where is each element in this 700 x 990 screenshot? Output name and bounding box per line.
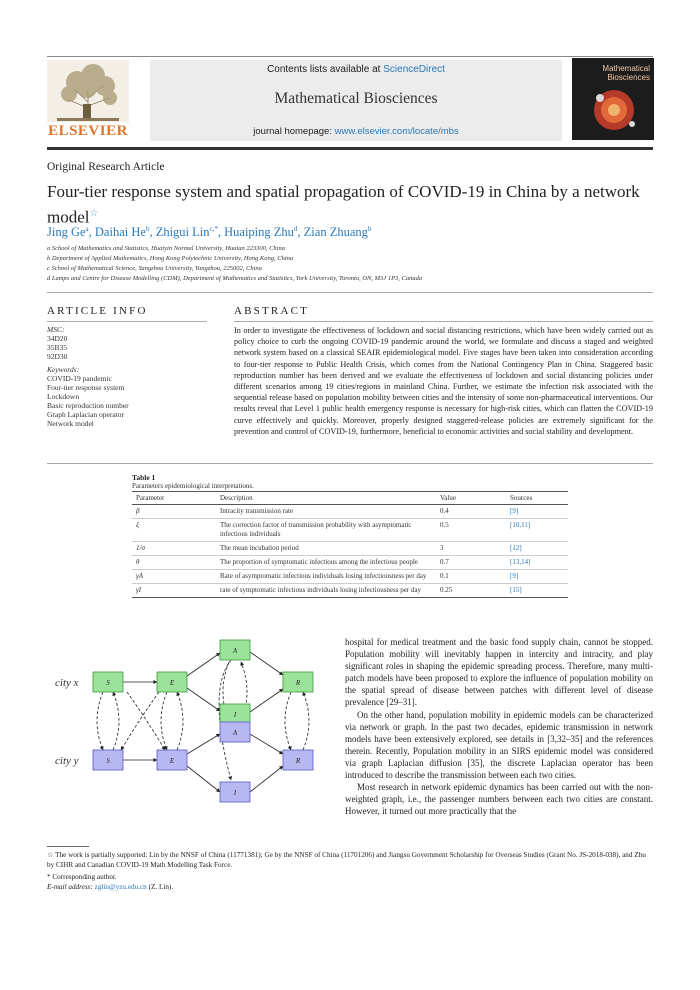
mobility-e-up (177, 692, 183, 750)
affiliation: c School of Mathematical Science, Yangzhou University, Yangzhou, 225002, China (47, 265, 262, 272)
table-cell-parameter: γA (132, 570, 216, 584)
keyword: Basic reproduction number (47, 401, 129, 410)
node-label: E (169, 757, 175, 765)
article-info-rule (47, 321, 207, 322)
msc-code: 92D30 (47, 352, 68, 361)
arrow-ay-ry (250, 734, 283, 754)
table-row (132, 505, 568, 519)
node-label: E (169, 679, 175, 687)
author-name[interactable]: Zian Zhuang (303, 225, 368, 240)
table-cell-parameter: θ (132, 556, 216, 570)
table-header-cell: Parameter (132, 492, 216, 505)
journal-cover-image (572, 58, 654, 140)
abstract-rule (234, 321, 653, 322)
abstract-text: In order to investigate the effectiveness of lockdown and social distancing restrictions, which have been widely carried out as policy choice to curb the ongoing COVID-19 pandemic around the world, we formulate and discuss a staged and weighted network system based on a classical SEAIR epidemiological model. Five stages have been taken into consideration according to four-tier response to Public Health Crisis, which comes from the National Contingency Plan in China. Staggered basic reproduction number has been derived and we evaluate the effectiveness of lockdown and social distancing policies under different scenarios among 19 cities/regions in mainland China. Further, we estimate the infection risk associated with the sequential release based on population mobility between cities and the intensity of some non-pharmaceutical interventions. Our results reveal that Level 1 public health emergency response is necessary for high-risk cities, which can flatten the COVID-19 curve effectively and quickly. Moreover, properly designed staggered-release policies are extremely significant for the prevention and control of COVID-19, furthermore, beneficial to economic activities and social stability and development. (234, 326, 653, 436)
table-row (132, 556, 568, 570)
table-caption: Parameters epidemiological interpretations. (132, 482, 254, 490)
table-header-cell: Sources (506, 492, 568, 505)
author-name[interactable]: Huaiping Zhu (224, 225, 294, 240)
table-cell-source-link[interactable]: [10,11] (506, 519, 568, 542)
paper-title-text: Four-tier response system and spatial propagation of COVID-19 in China by a network model (47, 182, 640, 227)
table-header-row (132, 492, 568, 505)
table-cell-parameter: γI (132, 584, 216, 598)
mobility-r-down (285, 692, 291, 750)
mobility-s-down (97, 692, 103, 750)
affiliation: b Department of Applied Mathematics, Hong Kong Polytechnic University, Hong Kong, China (47, 255, 294, 262)
author-affil-mark[interactable]: b (145, 225, 150, 233)
table-cell-parameter: β (132, 505, 216, 519)
arrow-iy-ry (250, 766, 283, 792)
table-cell-parameter: ξ (132, 519, 216, 542)
author-affil-mark[interactable]: d (293, 225, 298, 233)
email-label: E-mail address: (47, 883, 95, 891)
table-cell-description: The proportion of symptomatic infectious among the infectious people (216, 556, 436, 570)
city-y-label: city y (55, 755, 79, 767)
table-label: Table 1 (132, 473, 156, 482)
msc-label: MSC: (47, 325, 65, 334)
body-paragraph: On the other hand, population mobility in epidemic models can be characterized via network or graph. In the past two decades, epidemic transmission in network models have been extensively explored, see details in [3,32–35] and the references therein. Recently, Population mobility in an SIRS epidemic model was considered via graph Laplacian diffusion [35], the discrete Laplacian operator has been introduced to describe the transmission between each two cities. (345, 709, 653, 781)
table-cell-value: 0.1 (436, 570, 506, 584)
table-cell-parameter: 1/σ (132, 542, 216, 556)
arrow-ax-rx (250, 652, 283, 675)
arrow-ex-ix (187, 688, 220, 711)
table-cell-value: 3 (436, 542, 506, 556)
table-row (132, 542, 568, 556)
mobility-cross-2 (121, 692, 159, 750)
affiliation: d Lamps and Centre for Disease Modelling (CDM), Department of Mathematics and Statistics, York University, Toronto, ON, M3J 1P3, Canada (47, 275, 423, 282)
keyword: Network model (47, 419, 94, 428)
author-affil-mark[interactable]: b (367, 225, 372, 233)
arrow-ex-ax (187, 653, 220, 676)
body-paragraph: Most research in network epidemic dynamics has been carried out with the non-weighted graph, i.e., the passenger numbers between each two cities are constant. However, it turned out more practically that the (345, 782, 653, 817)
node-label: A (232, 647, 238, 655)
msc-code: 35B35 (47, 343, 68, 352)
corresponding-footnote: * Corresponding author. (47, 873, 117, 881)
paper-title (47, 181, 653, 229)
table-cell-description: rate of symptomatic infectious individuals losing infectiousness per day (216, 584, 436, 598)
journal-title: Mathematical Biosciences (274, 90, 438, 107)
table-header-cell: Value (436, 492, 506, 505)
table-cell-source-link[interactable]: [13,14] (506, 556, 568, 570)
node-label: S (106, 757, 110, 765)
sciencedirect-link[interactable]: ScienceDirect (383, 64, 445, 75)
homepage-prefix: journal homepage: (253, 126, 335, 137)
article-info-heading: ARTICLE INFO (47, 305, 148, 317)
mobility-s-up (113, 692, 119, 750)
author-name[interactable]: Jing Ge (47, 225, 86, 240)
article-type: Original Research Article (47, 161, 165, 173)
table-row (132, 519, 568, 542)
node-label: I (233, 789, 237, 797)
arrow-ey-iy (187, 766, 220, 792)
author-name[interactable]: Zhigui Lin (155, 225, 210, 240)
homepage-line (150, 126, 562, 137)
contents-prefix: Contents lists available at (267, 64, 384, 75)
author-name[interactable]: Daihai He (94, 225, 146, 240)
email-link[interactable]: zglin@yzu.edu.cn (94, 883, 147, 891)
node-label: I (233, 711, 237, 719)
contents-line (150, 64, 562, 75)
email-suffix: (Z. Lin). (146, 883, 174, 891)
city-y-nodes (93, 722, 313, 802)
keyword: Lockdown (47, 392, 80, 401)
author-affil-mark[interactable]: a (85, 225, 89, 233)
keyword: Graph Laplacian operator (47, 410, 125, 419)
body-text-column (345, 636, 653, 837)
keyword: Four-tier response system (47, 383, 125, 392)
homepage-link[interactable]: www.elsevier.com/locate/mbs (334, 126, 459, 137)
email-footnote (47, 882, 653, 892)
author-list: Jing Ge$^a$, Daihai He$^b$, Zhigui Lin$^{c,*}$, Huaiping Zhu$^d$, Zian Zhuang$^b$ (47, 225, 372, 240)
table-cell-source-link[interactable]: [15] (506, 584, 568, 598)
msc-code: 34D20 (47, 334, 68, 343)
author-affil-mark[interactable]: c,* (209, 225, 218, 233)
abstract-end-rule (47, 463, 653, 464)
abstract-heading: ABSTRACT (234, 305, 310, 317)
body-paragraph: hospital for medical treatment and the basic food supply chain, cannot be stopped. Population mobility will inevitably happen in intercity and intracity, and play significant roles in shaping the epidemic spreading process. Therefore, many multi-patch models have been proposed to explore the influence of population mobility on the spatial spread of disease between patches with different level of disease prevalence [29–31]. (345, 637, 653, 708)
table-cell-description: The mean incubation period (216, 542, 436, 556)
table-cell-value: 0.25 (436, 584, 506, 598)
city-x-label: city x (55, 677, 79, 689)
node-label: A (232, 729, 238, 737)
mobility-r-up (303, 692, 309, 750)
header-bottom-rule (47, 147, 653, 150)
node-label: R (295, 757, 301, 765)
table-header-cell: Description (216, 492, 436, 505)
table-cell-description: Rate of asymptomatic infectious individuals losing infectiousness per day (216, 570, 436, 584)
affiliation-rule (47, 292, 653, 293)
table-cell-value: 0.7 (436, 556, 506, 570)
table-row (132, 570, 568, 584)
table-cell-source-link[interactable]: [9] (506, 505, 568, 519)
arrow-ey-ay (187, 734, 220, 754)
header-top-rule (47, 56, 653, 57)
footnote-rule (47, 846, 89, 847)
table-cell-description: Intracity transmission rate (216, 505, 436, 519)
table-cell-source-link[interactable]: [9] (506, 570, 568, 584)
table-cell-value: 0.5 (436, 519, 506, 542)
keyword: COVID-19 pandemic (47, 374, 112, 383)
mobility-e-down (161, 692, 167, 750)
table-cell-value: 0.4 (436, 505, 506, 519)
funding-footnote: ☆ The work is partially supported: Lin by the NNSF of China (11771381); Ge by the NNSF of China (11701206) and Jiangsu Government Scholarship for Overseas Studies (Grant No. JS-2018-038), and Zhu by CIHR and Canadian COVID-19 Math Modelling Task Force. (47, 851, 646, 869)
publisher-logo-text: ELSEVIER (48, 123, 128, 139)
affiliation: a School of Mathematics and Statistics, Huaiyin Normal University, Huaian 223300, China (47, 245, 285, 252)
arrow-ix-rx (250, 689, 283, 712)
table-cell-description: The correction factor of transmission probability with asymptomatic infectious individuals (216, 519, 436, 542)
mobility-cross-1 (127, 692, 165, 750)
table-cell-source-link[interactable]: [12] (506, 542, 568, 556)
title-footnote-mark[interactable]: ☆ (89, 208, 99, 219)
keywords-label: Keywords: (47, 365, 80, 374)
node-label: R (295, 679, 301, 687)
table-row (132, 584, 568, 598)
node-label: S (106, 679, 110, 687)
cover-title: Mathematical Biosciences (602, 64, 650, 82)
parameters-table (132, 491, 568, 598)
seair-network-diagram (47, 630, 337, 842)
